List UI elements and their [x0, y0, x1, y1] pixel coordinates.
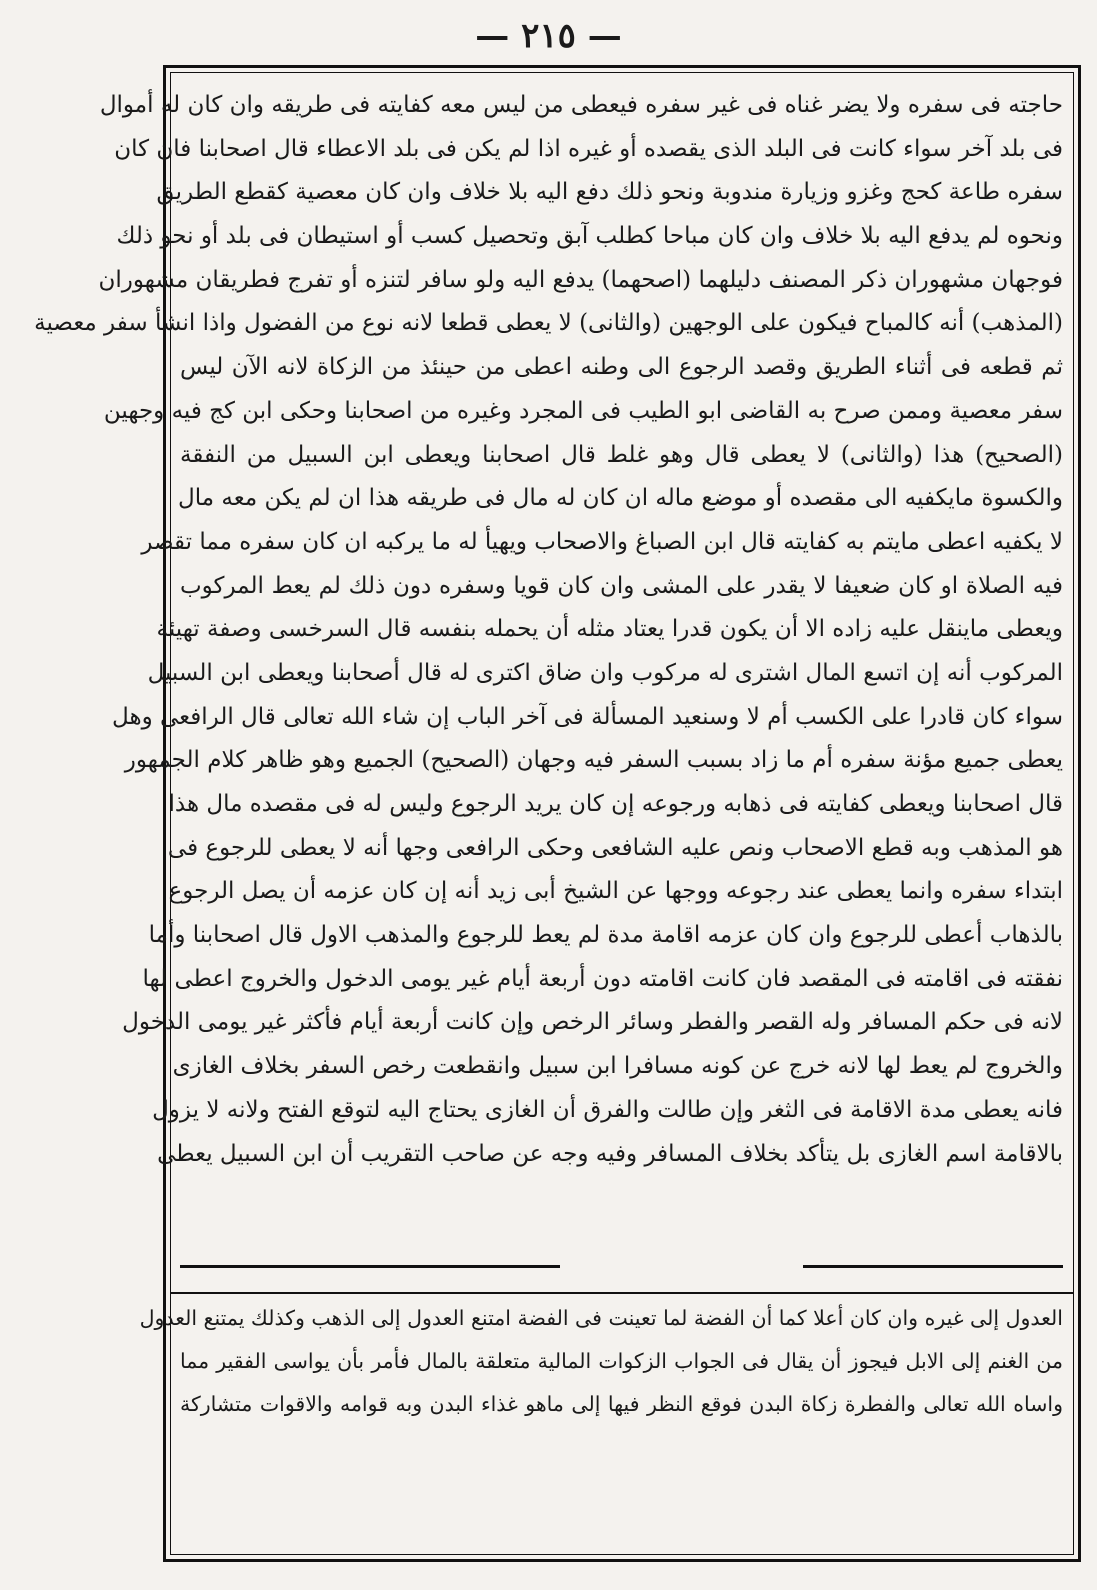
text-line: بالذهاب أعطى للرجوع وان كان عزمه اقامة مدة لم يعط للرجوع والمذهب الاول قال اصحابنا وأما [148, 922, 1063, 949]
separator-rule-right [803, 1265, 1063, 1268]
text-line: ونحوه لم يدفع اليه بلا خلاف وان كان مباحا كطلب آبق وتحصيل كسب أو استيطان فى بلد أو نحو ذلك [116, 223, 1063, 250]
text-line: سواء كان قادرا على الكسب أم لا وسنعيد المسألة فى آخر الباب إن شاء الله تعالى قال الرافعى وهل [112, 703, 1063, 730]
text-line: فيه الصلاة او كان ضعيفا لا يقدر على المشى وان كان قويا وسفره دون ذلك لم يعط المركوب [180, 572, 1063, 599]
footnote-line: العدول إلى غيره وان كان أعلا كما أن الفضة لما تعينت فى الفضة امتنع العدول إلى الذهب وكذلك يمتنع العدول [139, 1306, 1063, 1330]
text-line: سفره طاعة كحج وغزو وزيارة مندوبة ونحو ذلك دفع اليه بلا خلاف وان كان معصية كقطع الطريق [156, 179, 1063, 206]
page-number: — ٢١٥ — [475, 16, 622, 56]
footnote-line: واساه الله تعالى والفطرة زكاة البدن فوقع النظر فيها إلى ماهو غذاء البدن وبه قوامه والاقوات متشاركة [180, 1392, 1063, 1416]
text-line: لانه فى حكم المسافر وله القصر والفطر وسائر الرخص وإن كانت أربعة أيام فأكثر غير يومى الدخول [122, 1009, 1063, 1036]
separator-rule-left [180, 1265, 560, 1268]
text-line: نفقته فى اقامته فى المقصد فان كانت اقامته دون أربعة أيام غير يومى الدخول والخروج اعطى لها [142, 965, 1063, 992]
text-line: ثم قطعه فى أثناء الطريق وقصد الرجوع الى وطنه اعطى من حينئذ من الزكاة لانه الآن ليس [180, 354, 1063, 381]
text-line: هو المذهب وبه قطع الاصحاب ونص عليه الشافعى وحكى الرافعى وجها أنه لا يعطى للرجوع فى [167, 834, 1063, 861]
text-line: المركوب أنه إن اتسع المال اشترى له مركوب وان ضاق اكترى له قال أصحابنا ويعطى ابن السبيل [147, 659, 1063, 686]
text-line: يعطى جميع مؤنة سفره أم ما زاد بسبب السفر فيه وجهان (الصحيح) الجميع وهو ظاهر كلام الجمهور [124, 747, 1063, 774]
text-line: والخروج لم يعط لها لانه خرج عن كونه مسافرا ابن سبيل وانقطعت رخص السفر بخلاف الغازى [172, 1053, 1063, 1080]
text-line: (المذهب) أنه كالمباح فيكون على الوجهين (والثانى) لا يعطى قطعا لانه نوع من الفضول واذا انشأ سفر معصية [34, 310, 1063, 337]
text-line: لا يكفيه اعطى مايتم به كفايته قال ابن الصباغ والاصحاب ويهيأ له ما يركبه ان كان سفره مما تقصر [141, 528, 1063, 555]
text-line: فوجهان مشهوران ذكر المصنف دليلهما (اصحهما) يدفع اليه ولو سافر لتنزه أو تفرج فطريقان مشهوران [98, 266, 1063, 293]
footnote-divider [170, 1292, 1074, 1294]
footnote-block [139, 1297, 1063, 1426]
main-text-block [34, 84, 1063, 1176]
text-line: ويعطى ماينقل عليه زاده الا أن يكون قدرا يعتاد مثله أن يحمله بنفسه قال السرخسى وصفة تهيئة [156, 616, 1063, 643]
section-separator [180, 1263, 1063, 1271]
text-line: قال اصحابنا ويعطى كفايته فى ذهابه ورجوعه إن كان يريد الرجوع وليس له فى مقصده مال هذا [168, 791, 1063, 817]
text-line: والكسوة مايكفيه الى مقصده أو موضع ماله ان كان له مال فى طريقه هذا ان لم يكن معه مال [178, 485, 1063, 512]
footnote-line: من الغنم إلى الابل فيجوز أن يقال فى الجواب الزكوات المالية متعلقة بالمال فأمر بأن يواسى الفقير مما [180, 1349, 1063, 1373]
text-line: بالاقامة اسم الغازى بل يتأكد بخلاف المسافر وفيه وجه عن صاحب التقريب أن ابن السبيل يعطى [157, 1140, 1063, 1167]
text-line: سفر معصية وممن صرح به القاضى ابو الطيب فى المجرد وغيره من اصحابنا وحكى ابن كج فيه وجهين [103, 397, 1063, 424]
text-line: (الصحيح) هذا (والثانى) لا يعطى قال وهو غلط قال اصحابنا ويعطى ابن السبيل من النفقة [180, 441, 1063, 468]
text-line: فى بلد آخر سواء كانت فى البلد الذى يقصده أو غيره اذا لم يكن فى بلد الاعطاء قال اصحابنا فان كان [114, 135, 1063, 162]
text-line: حاجته فى سفره ولا يضر غناه فى غير سفره فيعطى من ليس معه كفايته فى طريقه وان كان له أموال [99, 92, 1063, 118]
text-line: ابتداء سفره وانما يعطى عند رجوعه ووجها عن الشيخ أبى زيد أنه إن كان عزمه أن يصل الرجوع [168, 878, 1063, 905]
text-line: فانه يعطى مدة الاقامة فى الثغر وإن طالت والفرق أن الغازى يحتاج اليه لتوقع الفتح ولانه لا يزول [152, 1096, 1063, 1123]
